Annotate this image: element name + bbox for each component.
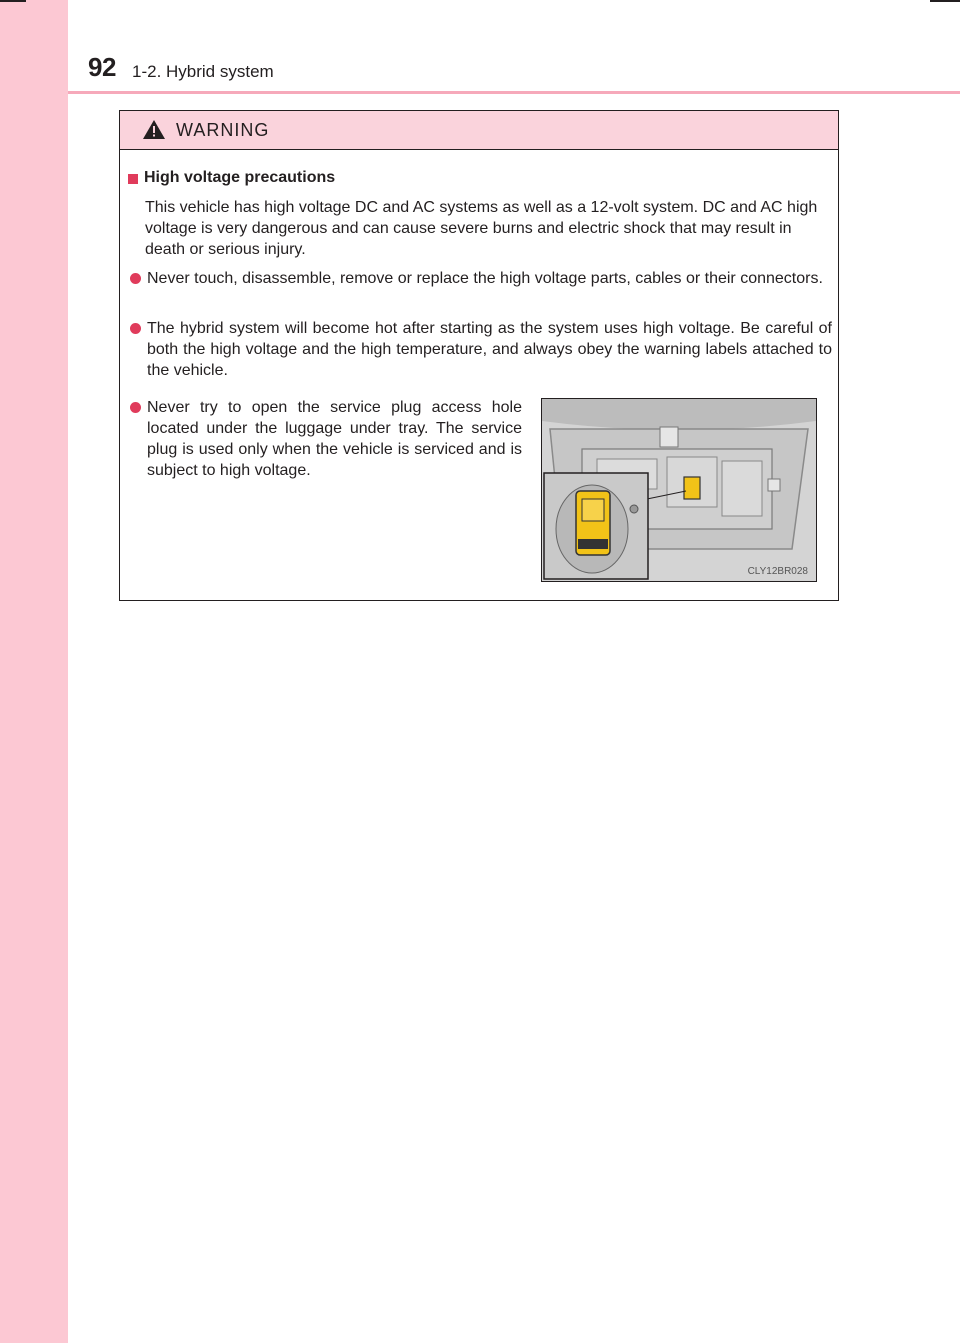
crop-mark-right <box>930 0 960 2</box>
side-tab-band <box>0 0 68 1343</box>
warning-box <box>119 110 839 601</box>
bullet-item <box>130 268 832 289</box>
header-rule <box>68 91 960 94</box>
bullet-item <box>130 397 522 481</box>
square-bullet-icon <box>128 174 138 184</box>
figure-code: CLY12BR028 <box>747 566 808 577</box>
warning-heading-text: High voltage precautions <box>144 169 336 186</box>
warning-heading <box>128 169 335 187</box>
warning-triangle-icon <box>142 119 166 140</box>
round-bullet-icon <box>130 323 141 334</box>
service-plug-illustration <box>541 398 817 582</box>
bullet-item <box>130 318 832 381</box>
round-bullet-icon <box>130 402 141 413</box>
warning-title: WARNING <box>176 120 270 140</box>
service-plug-location <box>684 477 700 499</box>
warning-header <box>120 111 838 150</box>
bullet-text: Never touch, disassemble, remove or replace the high voltage parts, cables or their connectors. <box>147 270 823 287</box>
luggage-compartment-drawing <box>542 399 816 581</box>
page-number: 92 <box>88 52 116 82</box>
crop-mark-left <box>0 0 26 2</box>
section-title: 1-2. Hybrid system <box>132 62 274 81</box>
round-bullet-icon <box>130 273 141 284</box>
bullet-text: The hybrid system will become hot after starting as the system uses high voltage. Be careful of both the high voltage and the high temperature, and always obey the warning labels attached to the vehicle. <box>147 320 832 379</box>
bullet-text: Never try to open the service plug access hole located under the luggage under tray. The service plug is used only when the vehicle is serviced and is subject to high voltage. <box>147 399 522 479</box>
warning-intro: This vehicle has high voltage DC and AC systems as well as a 12-volt system. DC and AC high voltage is very dangerous and can cause severe burns and electric shock that may result in death or serious injury. <box>145 199 818 258</box>
